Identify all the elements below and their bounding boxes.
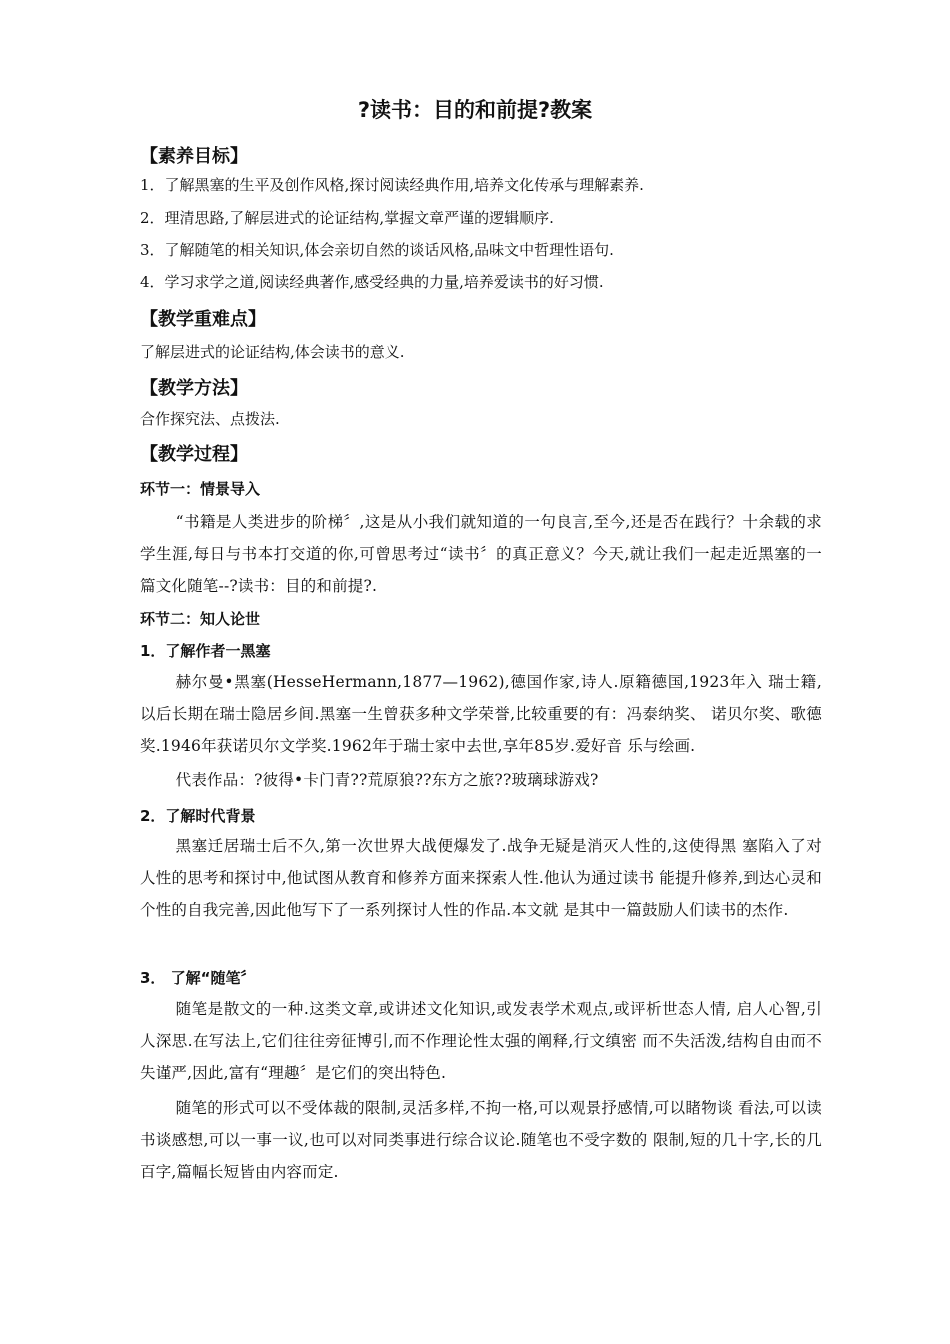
goal-item-1: 1．了解黑塞的生平及创作风格,探讨阅读经典作用,培养文化传承与理解素养. xyxy=(140,176,644,194)
section-heading-methods: 【教学方法】 xyxy=(140,378,248,399)
author-paragraph: 赫尔曼•黑塞(HesseHermann,1877—1962),德国作家,诗人.原籍德国,1923年入 瑞士籍,以后长期在瑞士隐居乡间.黑塞一生曾获多种文学荣誉,比较重要的有：冯泰纳奖、 诺贝尔奖、歌德奖.1946年获诺贝尔文学奖.1962年于瑞士家中去世,享年85岁.爱好音 乐与绘画. xyxy=(140,673,822,755)
section-heading-process: 【教学过程】 xyxy=(140,444,248,465)
key-points-text: 了解层进式的论证结构,体会读书的意义. xyxy=(140,343,405,361)
section-heading-goals: 【素养目标】 xyxy=(140,146,248,167)
section-heading-key-points: 【教学重难点】 xyxy=(140,309,266,330)
essay-heading: 3． 了解“随笔〞 xyxy=(140,969,256,987)
goal-item-4: 4．学习求学之道,阅读经典著作,感受经典的力量,培养爱读书的好习惯. xyxy=(140,273,604,291)
step1-heading: 环节一：情景导入 xyxy=(140,480,261,498)
essay-paragraph-2: 随笔的形式可以不受体裁的限制,灵活多样,不拘一格,可以观景抒感情,可以睹物谈 看法,可以读书谈感想,可以一事一议,也可以对同类事进行综合议论.随笔也不受字数的 限制,短的几十字,长的几百字,篇幅长短皆由内容而定. xyxy=(140,1099,822,1181)
step2-heading: 环节二：知人论世 xyxy=(140,610,261,628)
step1-paragraph: “书籍是人类进步的阶梯〞,这是从小我们就知道的一句良言,至今,还是否在践行？十余载的求学生涯,每日与书本打交道的你,可曾思考过“读书〞的真正意义？今天,就让我们一起走近黑塞的一篇文化随笔--?读书：目的和前提?. xyxy=(140,513,822,595)
goal-item-3: 3．了解随笔的相关知识,体会亲切自然的谈话风格,品味文中哲理性语句. xyxy=(140,241,614,259)
essay-paragraph-1: 随笔是散文的一种.这类文章,或讲述文化知识,或发表学术观点,或评析世态人情, 启人心智,引人深思.在写法上,它们往往旁征博引,而不作理论性太强的阐释,行文缜密 而不失活泼,结构自由而不失谨严,因此,富有“理趣〞是它们的突出特色. xyxy=(140,1000,822,1082)
background-paragraph: 黑塞迁居瑞士后不久,第一次世界大战便爆发了.战争无疑是消灭人性的,这使得黑 塞陷入了对人性的思考和探讨中,他试图从教育和修养方面来探索人性.他认为通过读书 能提升修养,到达心灵和个性的自我完善,因此他写下了一系列探讨人性的作品.本文就 是其中一篇鼓励人们读书的杰作. xyxy=(140,837,822,919)
document-title: ?读书：目的和前提?教案 xyxy=(357,98,593,122)
works-paragraph: 代表作品：?彼得•卡门青??荒原狼??东方之旅??玻璃球游戏? xyxy=(175,771,599,789)
methods-text: 合作探究法、点拨法. xyxy=(140,410,280,428)
author-heading: 1．了解作者一黑塞 xyxy=(140,642,271,660)
goal-item-2: 2．理清思路,了解层进式的论证结构,掌握文章严谨的逻辑顺序. xyxy=(140,209,554,227)
background-heading: 2．了解时代背景 xyxy=(140,807,256,825)
